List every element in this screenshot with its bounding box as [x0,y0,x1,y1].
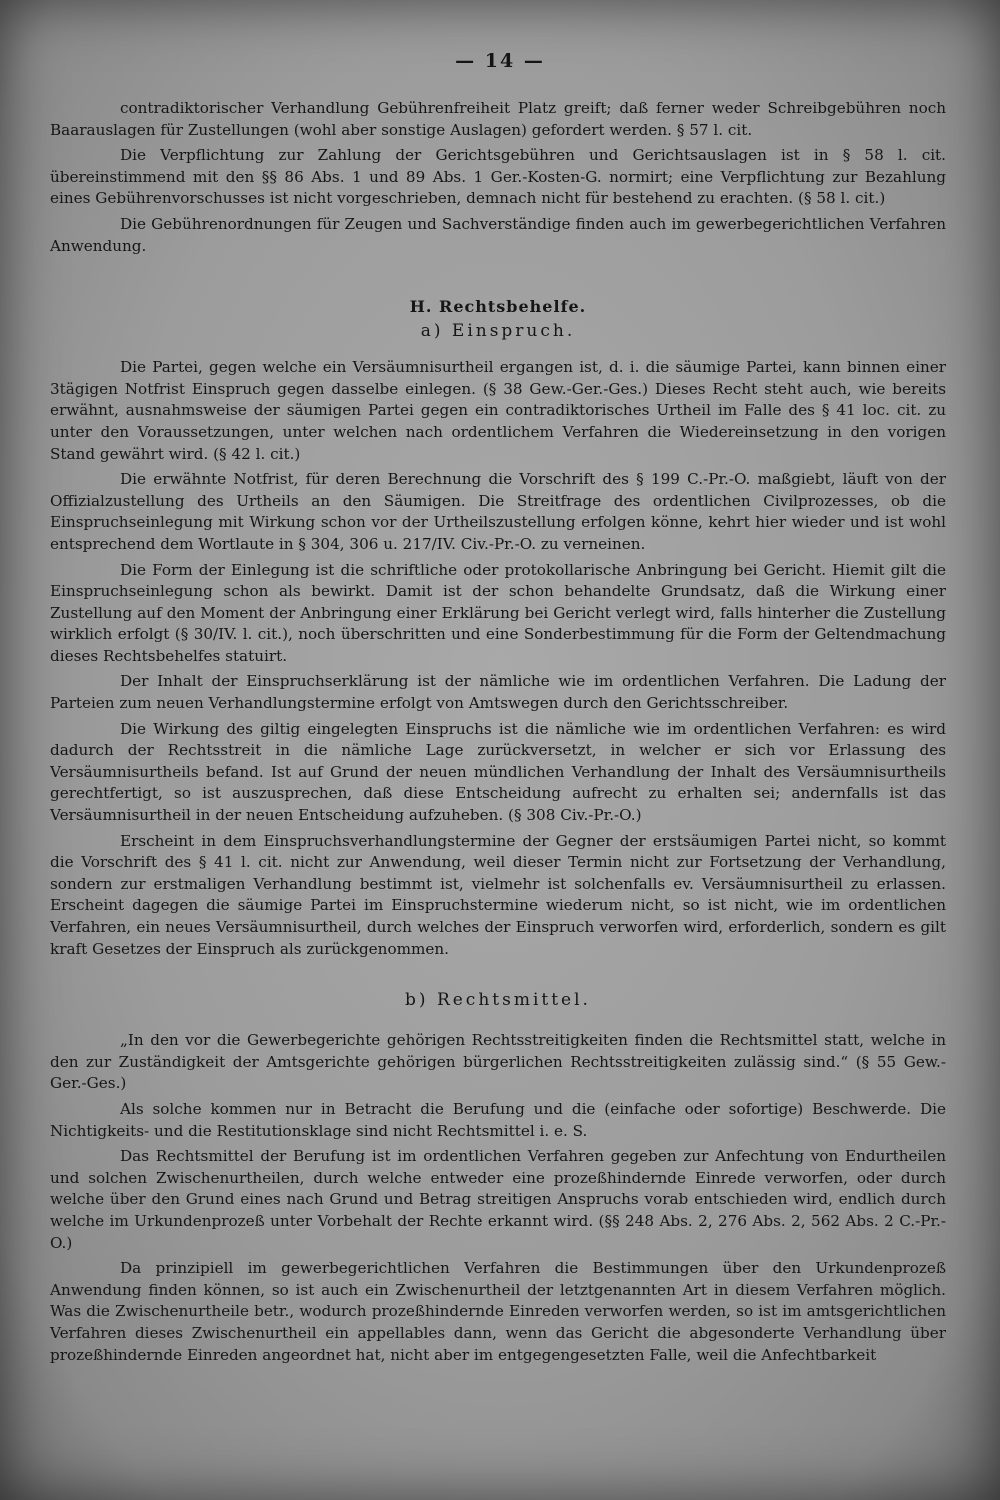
page-body [50,98,946,1370]
paragraph: Die Form der Einlegung ist die schriftliche oder protokollarische Anbringung bei Gericht. Hiemit gilt die Einspruchseinlegung schon als bewirkt. Damit ist der schon behandelte Grundsatz, daß die Wirkung einer Zustellung auf den Moment der Anbringung einer Erklärung bei Gericht verlegt wird, falls hinterher die Zustellung wirklich erfolgt (§ 30/IV. l. cit.), noch überschritten und eine Sonderbestimmung für die Form der Geltendmachung dieses Rechtsbehelfes statuirt. [50,560,946,665]
paragraph: Erscheint in dem Einspruchsverhandlungstermine der Gegner der erstsäumigen Partei nicht, so kommt die Vorschrift des § 41 l. cit. nicht zur Anwendung, weil dieser Termin nicht zur Fortsetzung der Verhandlung, sondern zur erstmaligen Verhandlung bestimmt ist, vielmehr ist solchenfalls ev. Versäumnisurtheil zu erlassen. Erscheint dagegen die säumige Partei im Einspruchstermine wiederum nicht, so ist nicht, wie im ordentlichen Verfahren, ein neues Versäumnisurtheil, durch welches der Einspruch verworfen wird, erforderlich, sondern es gilt kraft Gesetzes der Einspruch als zurückgenommen. [50,831,946,958]
paragraph: Da prinzipiell im gewerbegerichtlichen Verfahren die Bestimmungen über den Urkundenprozeß Anwendung finden können, so ist auch ein Zwischenurtheil der letztgenannten Art in diesem Verfahren möglich. Was die Zwischenurtheile betr., wodurch prozeßhindernde Einreden verworfen werden, so ist im amtsgerichtlichen Verfahren dieses Zwischenurtheil ein appellables dann, wenn das Gericht die abgesonderte Verhandlung über prozeßhindernde Einreden angeordnet hat, nicht aber im entgegengesetzten Falle, weil die Anfechtbarkeit [50,1259,946,1364]
paragraph: Die Gebührenordnungen für Zeugen und Sachverständige finden auch im gewerbegerichtlichen Verfahren Anwendung. [50,214,946,255]
paragraph: „In den vor die Gewerbegerichte gehörigen Rechtsstreitigkeiten finden die Rechtsmittel statt, welche in den zur Zuständigkeit der Amtsgerichte gehörigen bürgerlichen Rechtsstreitigkeiten zulässig sind.“ (§ 55 Gew.-Ger.-Ges.) [50,1031,946,1093]
paragraph: Das Rechtsmittel der Berufung ist im ordentlichen Verfahren gegeben zur Anfechtung von Endurtheilen und solchen Zwischenurtheilen, durch welche entweder eine prozeßhindernde Einrede verworfen, oder durch welche über den Grund eines nach Grund und Betrag streitigen Anspruchs vorab entschieden wird, endlich durch welche im Urkundenprozeß unter Vorbehalt der Rechte erkannt wird. (§§ 248 Abs. 2, 276 Abs. 2, 562 Abs. 2 C.-Pr.-O.) [50,1147,946,1252]
paragraph: Die Wirkung des giltig eingelegten Einspruchs ist die nämliche wie im ordentlichen Verfahren: es wird dadurch der Rechtsstreit in die nämliche Lage zurückversetzt, in welcher er sich vor Erlassung des Versäumnisurtheils befand. Ist auf Grund der neuen mündlichen Verhandlung der Inhalt des Versäumnisurtheils gerechtfertigt, so ist auszusprechen, daß diese Entscheidung aufrecht zu erhalten sei; andernfalls ist das Versäumnisurtheil in der neuen Entscheidung aufzuheben. (§ 308 Civ.-Pr.-O.) [50,719,946,825]
subsection-heading-rechtsmittel: b) Rechtsmittel. [405,990,591,1011]
paragraph: Die Partei, gegen welche ein Versäumnisurtheil ergangen ist, d. i. die säumige Partei, kann binnen einer 3tägigen Notfrist Einspruch gegen dasselbe einlegen. (§ 38 Gew.-Ger.-Ges.) Dieses Recht steht auch, wie bereits erwähnt, ausnahmsweise der säumigen Partei gegen ein contradiktorisches Urtheil im Falle des § 41 loc. cit. zu unter den Voraussetzungen, unter welchen nach ordentlichem Verfahren die Wiedereinsetzung in den vorigen Stand gewährt wird. (§ 42 l. cit.) [50,358,946,463]
paragraph: Der Inhalt der Einspruchserklärung ist der nämliche wie im ordentlichen Verfahren. Die Ladung der Parteien zum neuen Verhandlungstermine erfolgt von Amtswegen durch den Gerichtsschreiber. [50,672,946,713]
paragraph: Die erwähnte Notfrist, für deren Berechnung die Vorschrift des § 199 C.-Pr.-O. maßgiebt, läuft von der Offizialzustellung des Urtheils an den Säumigen. Die Streitfrage des ordentlichen Civilprozesses, ob die Einspruchseinlegung mit Wirkung schon vor der Urtheilszustellung erfolgen könne, kehrt hier wieder und ist wohl entsprechend dem Wortlaute in § 304, 306 u. 217/IV. Civ.-Pr.-O. zu verneinen. [50,470,946,553]
paragraph: Die Verpflichtung zur Zahlung der Gerichtsgebühren und Gerichtsauslagen ist in § 58 l. cit. übereinstimmend mit den §§ 86 Abs. 1 und 89 Abs. 1 Ger.-Kosten-G. normirt; eine Verpflichtung zur Bezahlung eines Gebührenvorschusses ist nicht vorgeschrieben, demnach nicht für bestehend zu erachten. (§ 58 l. cit.) [50,146,946,208]
subsection-heading-einspruch: a) Einspruch. [420,321,576,342]
paragraph: contradiktorischer Verhandlung Gebührenfreiheit Platz greift; daß ferner weder Schreibgebühren noch Baarauslagen für Zustellungen (wohl aber sonstige Auslagen) gefordert werden. § 57 l. cit. [50,99,946,139]
page-number: — 14 — [455,50,545,72]
paragraph: Als solche kommen nur in Betracht die Berufung und die (einfache oder sofortige) Beschwerde. Die Nichtigkeits- und die Restitutionsklage sind nicht Rechtsmittel i. e. S. [50,1099,946,1140]
section-heading: H. Rechtsbehelfe. [409,297,587,317]
